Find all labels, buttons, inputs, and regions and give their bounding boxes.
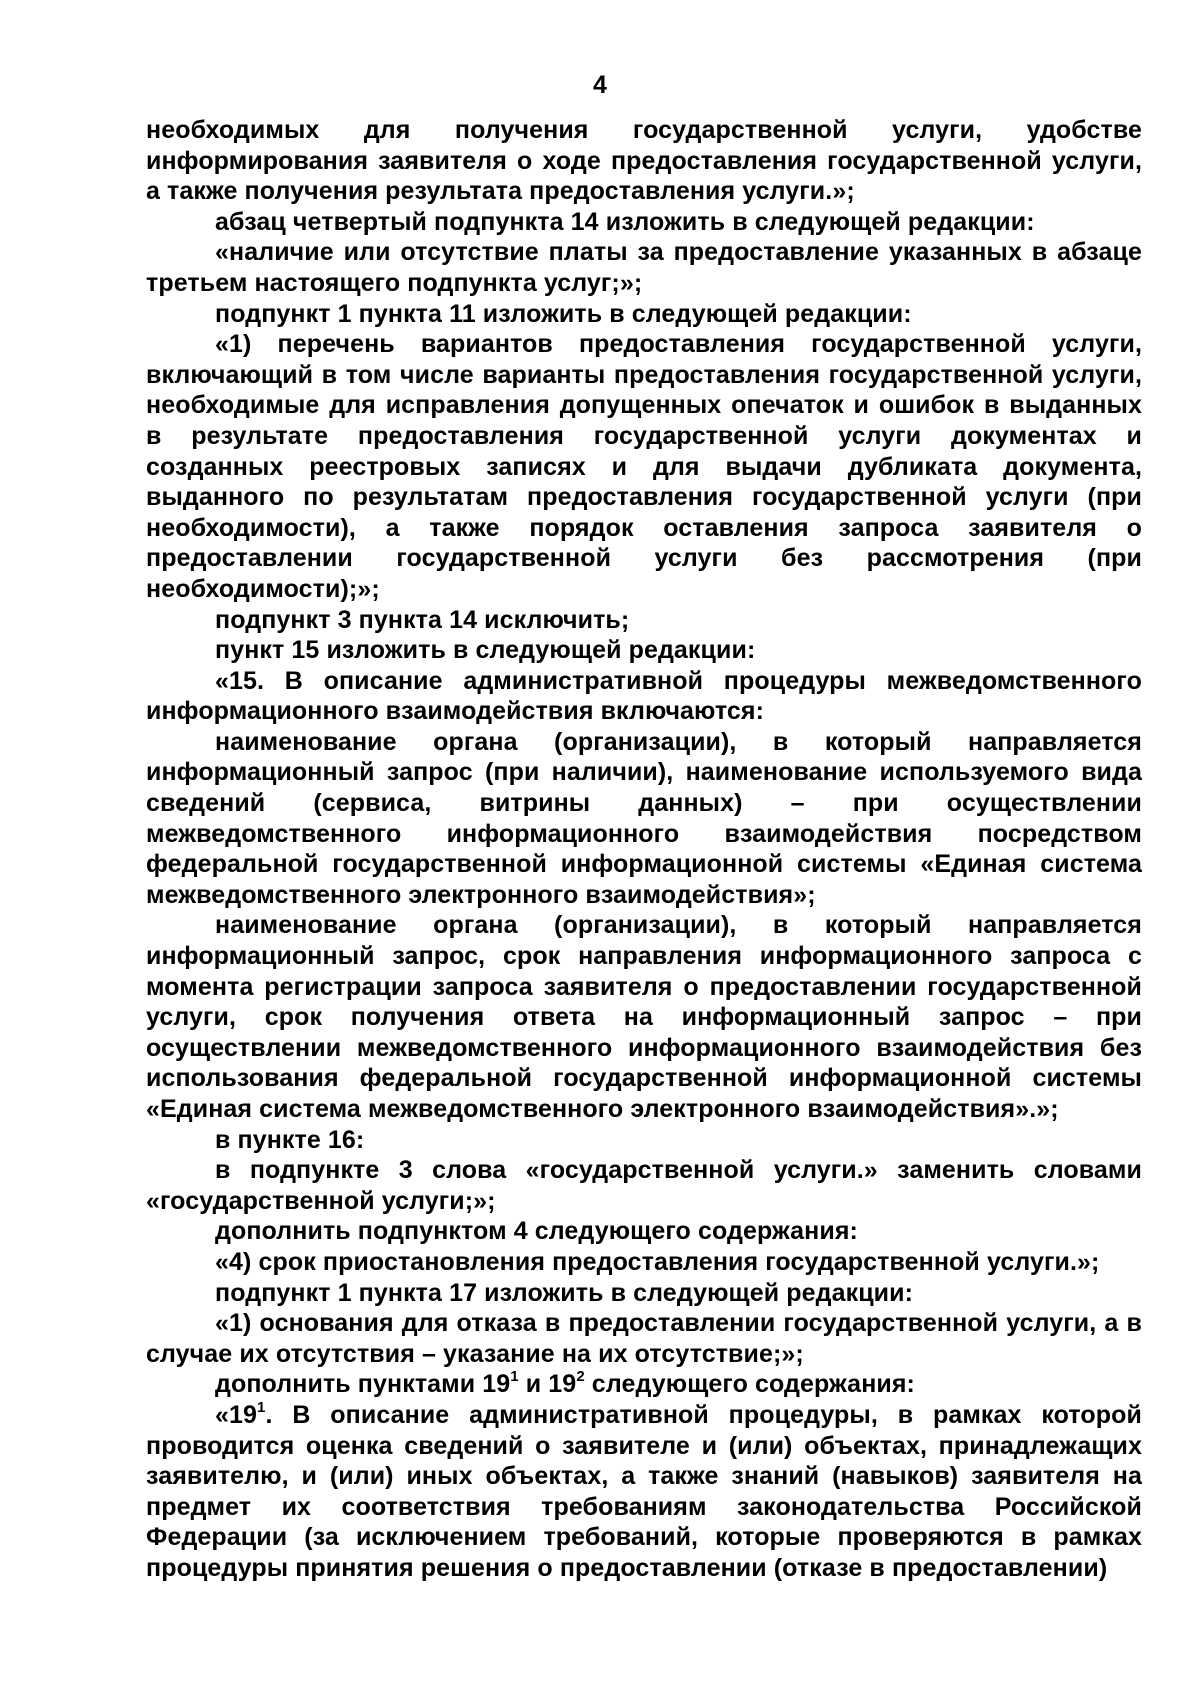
paragraph-point-19-1 bbox=[146, 1400, 1142, 1584]
paragraph: подпункт 1 пункта 17 изложить в следующей редакции: bbox=[215, 1278, 914, 1307]
page-number: 4 bbox=[593, 71, 607, 99]
paragraph: в подпункте 3 слова «государственной услуги.» заменить словами «государственной услуги;»; bbox=[146, 1156, 1142, 1215]
document-body bbox=[146, 115, 1142, 1584]
add-points-middle: и 19 bbox=[518, 1370, 577, 1399]
paragraph: «наличие или отсутствие платы за предоставление указанных в абзаце третьем настоящего подпункта услуг;»; bbox=[146, 238, 1142, 297]
add-points-suffix: следующего содержания: bbox=[584, 1370, 915, 1399]
paragraph: «1) основания для отказа в предоставлении государственной услуги, а в случае их отсутствия – указание на их отсутствие;»; bbox=[146, 1309, 1142, 1368]
paragraph: наименование органа (организации), в который направляется информационный запрос, срок направления информационного запроса с момента регистрации запроса заявителя о предоставлении государственной услуги, срок получения ответа на информационный запрос – при осуществлении межведомственного информационного взаимодействия без использования федеральной государственной информационной системы «Единая система межведомственного электронного взаимодействия».»; bbox=[146, 911, 1142, 1123]
paragraph-list bbox=[146, 115, 1142, 1369]
paragraph: наименование органа (организации), в который направляется информационный запрос (при наличии), наименование используемого вида сведений (сервиса, витрины данных) – при осуществлении межведомственного информационного взаимодействия посредством федеральной государственной информационной системы «Единая система межведомственного электронного взаимодействия»; bbox=[146, 727, 1142, 909]
point-19-1-prefix: «19 bbox=[215, 1400, 258, 1429]
paragraph: «1) перечень вариантов предоставления государственной услуги, включающий в том числе варианты предоставления государственной услуги, необходимые для исправления допущенных опечаток и ошибок в выданных в результате предоставления государственной услуги документах и созданных реестровых записях и для выдачи дубликата документа, выданного по результатам предоставления государственной услуги (при необходимости), а также порядок оставления запроса заявителя о предоставлении государственной услуги без рассмотрения (при необходимости);»; bbox=[146, 330, 1142, 603]
paragraph: абзац четвертый подпункта 14 изложить в следующей редакции: bbox=[215, 207, 1035, 236]
paragraph: подпункт 1 пункта 11 изложить в следующей редакции: bbox=[215, 299, 912, 328]
paragraph-add-points bbox=[146, 1369, 1142, 1400]
paragraph: в пункте 16: bbox=[215, 1125, 365, 1154]
superscript-2: 2 bbox=[576, 1368, 585, 1386]
point-19-1-text: . В описание административной процедуры, в рамках которой проводится оценка сведений о заявителе и (или) объектах, принадлежащих заявителю, и (или) иных объектах, а также знаний (навыков) заявителя на предмет их соответствия требованиям законодательства Российской Федерации (за исключением требований, которые проверяются в рамках процедуры принятия решения о предоставлении (отказе в предоставлении) bbox=[146, 1400, 1142, 1582]
superscript-1: 1 bbox=[510, 1368, 519, 1386]
paragraph: «4) срок приостановления предоставления государственной услуги.»; bbox=[215, 1247, 1100, 1276]
add-points-prefix: дополнить пунктами 19 bbox=[215, 1370, 511, 1399]
paragraph: дополнить подпунктом 4 следующего содержания: bbox=[215, 1217, 858, 1246]
superscript-point-19-1: 1 bbox=[257, 1398, 266, 1416]
paragraph: пункт 15 изложить в следующей редакции: bbox=[215, 636, 756, 665]
paragraph: «15. В описание административной процедуры межведомственного информационного взаимодействия включаются: bbox=[146, 666, 1142, 726]
paragraph: подпункт 3 пункта 14 исключить; bbox=[215, 605, 630, 634]
paragraph: необходимых для получения государственной услуги, удобстве информирования заявителя о ходе предоставления государственной услуги, а также получения результата предоставления услуги.»; bbox=[146, 116, 1142, 206]
